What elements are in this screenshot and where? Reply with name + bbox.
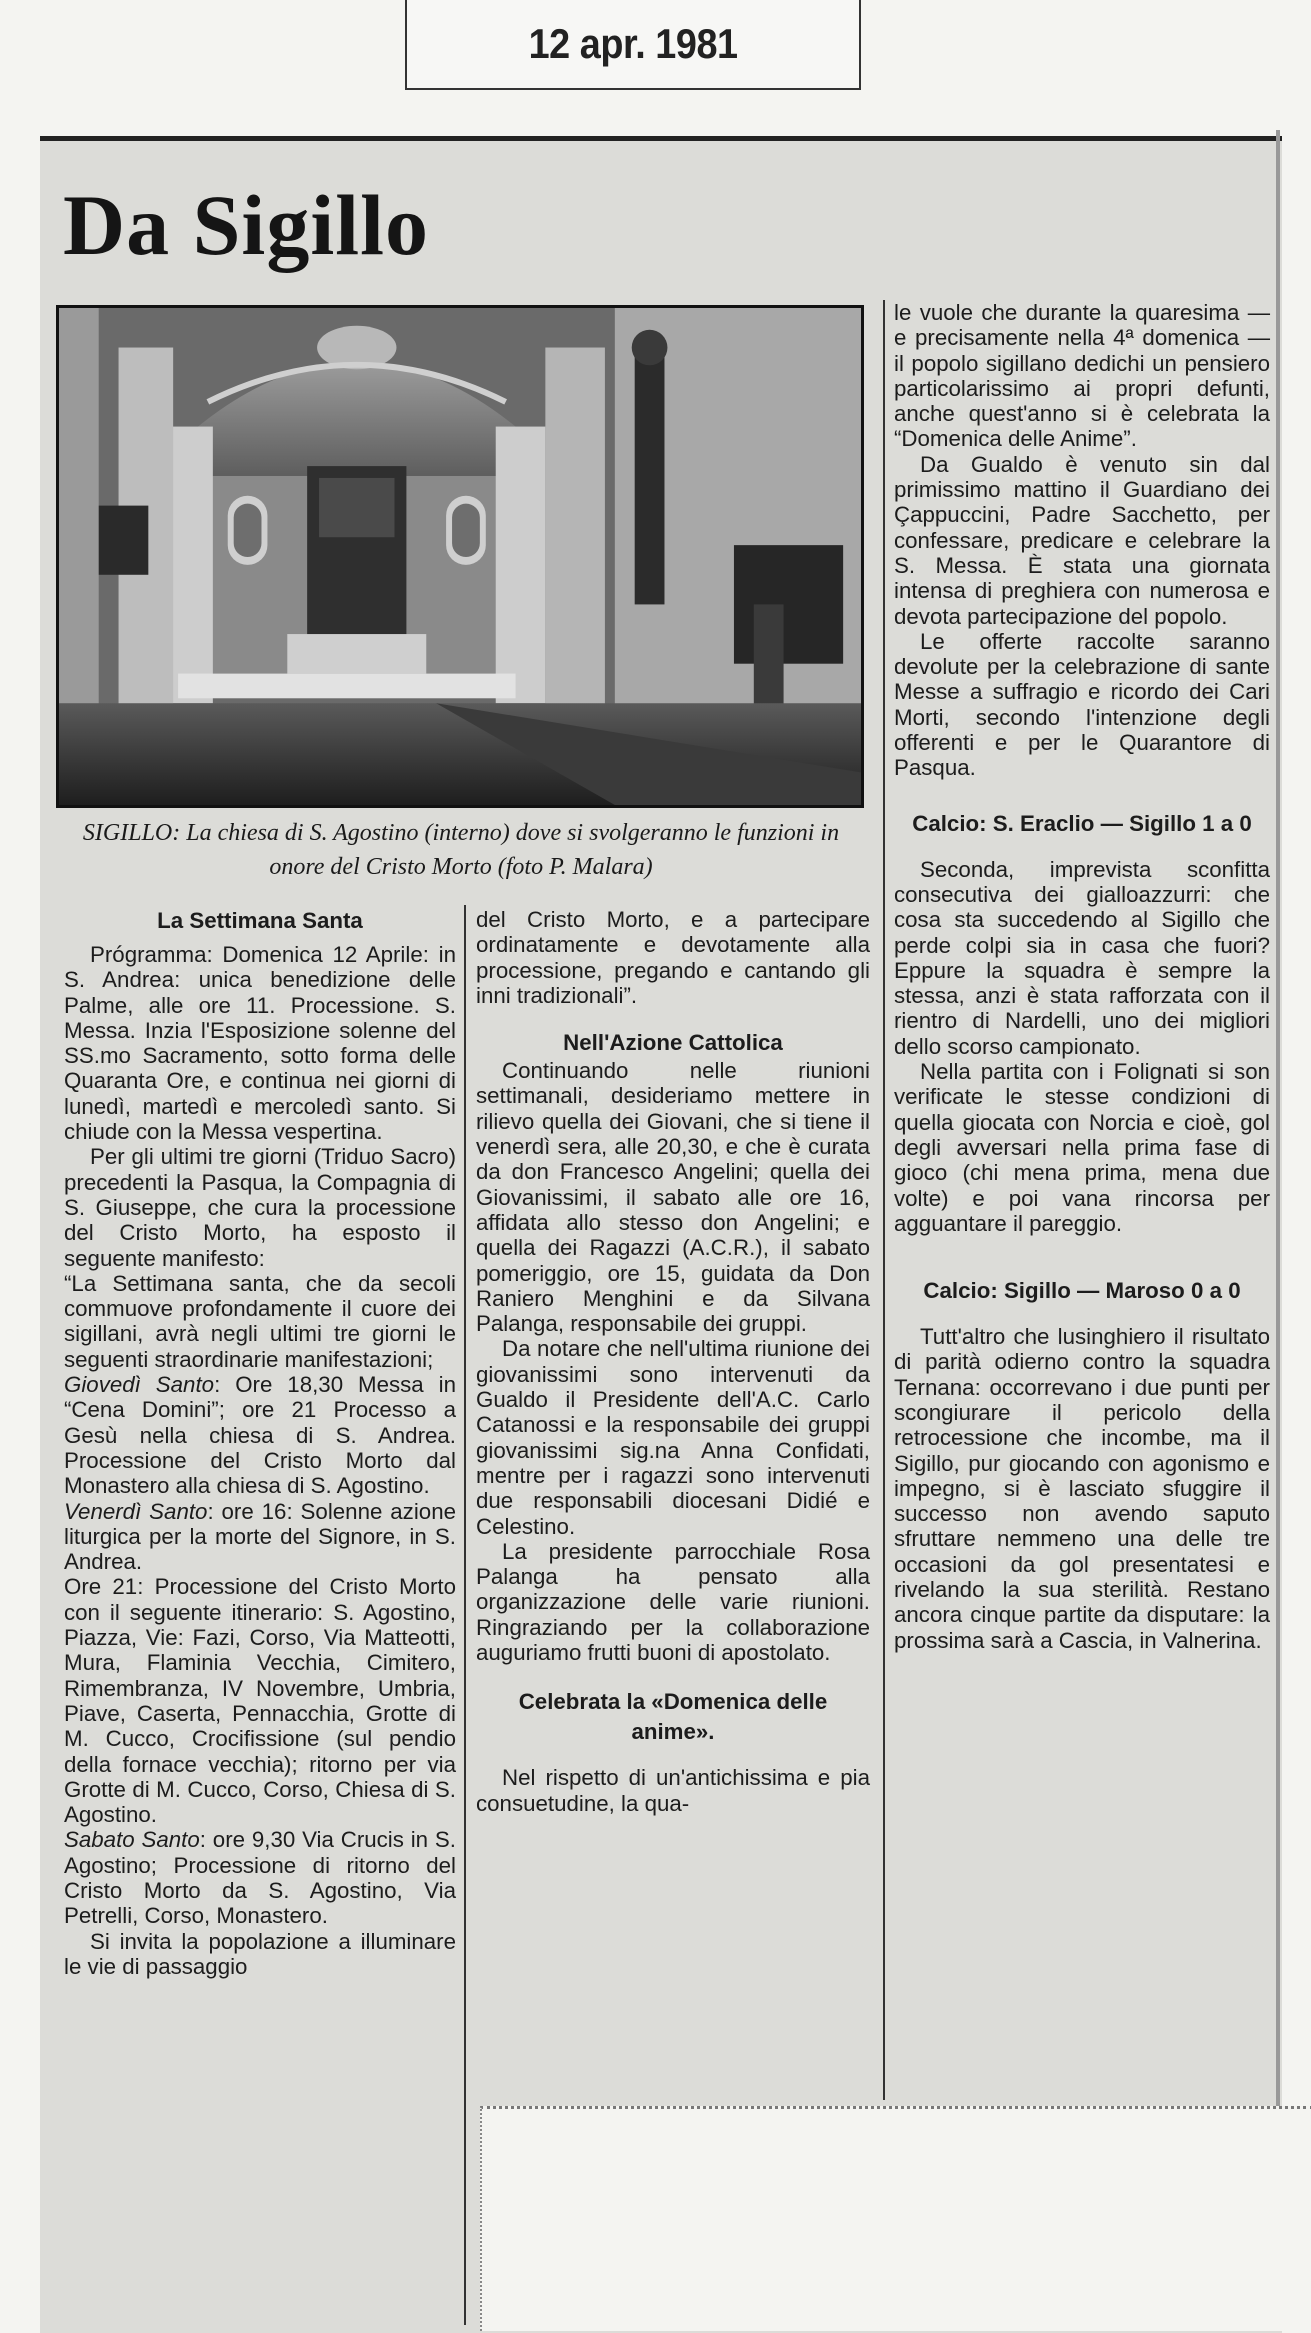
- paragraph: Continuando nelle riunioni settimanali, desideriamo mettere in rilievo quella dei Giovani, che si tiene il venerdì sera, alle 20,30, e che è curata da don Francesco Angelini; quella dei Giovanissimi, il sabato alle ore 16, affidata allo stesso don Angelini; e quella dei Ragazzi (A.C.R.), il sabato pomeriggio, ore 15, guidata da Don Raniero Menghini e da Silvana Palanga, responsabile dei gruppi.: [476, 1058, 870, 1337]
- date-stamp: [405, 0, 861, 90]
- date-text: 12 apr. 1981: [528, 20, 738, 67]
- day-label: Giovedì Santo: [64, 1372, 215, 1398]
- column-rule-1: [464, 905, 466, 2325]
- day-label: Sabato Santo: [64, 1827, 200, 1853]
- day-text: : Ore 18,30 Messa in “Cena Domini”; ore 21 Processo a Gesù nella chiesa di S. Andrea. Processione del Cristo Morto dal Monastero alla chiesa di S. Agostino.: [64, 1372, 457, 1499]
- paragraph: La presidente parrocchiale Rosa Palanga ha pensato alla organizzazione delle varie riunioni. Ringraziando per la collaborazione auguriamo frutti buoni di apostolato.: [476, 1538, 870, 1666]
- photo-caption: SIGILLO: La chiesa di S. Agostino (interno) dove si svolgeranno le funzioni in onore del Cristo Morto (foto P. Malara): [82, 820, 840, 880]
- section-title-settimana-santa: La Settimana Santa: [157, 908, 363, 933]
- section-title-azione-cattolica: Nell'Azione Cattolica: [563, 1030, 783, 1056]
- clipping-edge: [1276, 130, 1280, 2106]
- column-rule-2: [883, 300, 885, 2100]
- paragraph: Seconda, imprevista sconfitta consecutiva dei gialloazzurri: che cosa sta succedendo al Sigillo che perde colpi sia in casa che fuori? Eppure la squadra è sempre la stessa, anzi è stata rafforzata con il rientro di Nardelli, uno dei migliori dello scorso campionato.: [894, 856, 1270, 1059]
- column-3: [894, 300, 1270, 1653]
- paragraph: Per gli ultimi tre giorni (Triduo Sacro) precedenti la Pasqua, la Compagnia di S. Giuseppe, che cura la processione del Cristo Morto, ha esposto il seguente manifesto:: [64, 1144, 456, 1271]
- paragraph: “La Settimana santa, che da secoli commuove profondamente il cuore dei sigillani, avrà negli ultimi tre giorni le seguenti straordinarie manifestazioni;: [64, 1270, 456, 1372]
- paragraph-sabato: [64, 1827, 456, 1928]
- paragraph: del Cristo Morto, e a partecipare ordinatamente e devotamente alla processione, pregando e cantando gli inni tradizionali”.: [476, 907, 870, 1008]
- headline: Da Sigillo: [63, 177, 430, 273]
- paragraph: Da notare che nell'ultima riunione dei giovanissimi sono intervenuti da Gualdo il Presidente dell'A.C. Carlo Catanossi e la responsabile dei gruppi giovanissimi sig.na Anna Confidati, mentre per i ragazzi sono intervenuti due responsabili diocesani Didié e Celestino.: [476, 1336, 870, 1539]
- section-title-calcio-eraclio: Calcio: S. Eraclio — Sigillo 1 a 0: [912, 810, 1252, 836]
- paragraph: Si invita la popolazione a illuminare le vie di passaggio: [64, 1928, 456, 1979]
- paragraph: Nella partita con i Folignati si son verificate le stesse condizioni di quella giocata con Norcia e cioè, gol degli avversari nella prima fase di gioco (chi mena prima, mena due volte) e poi vana rincorsa per agguantare il pareggio.: [894, 1059, 1270, 1236]
- paragraph-venerdi: [64, 1499, 456, 1575]
- section-title-calcio-maroso: Calcio: Sigillo — Maroso 0 a 0: [923, 1278, 1241, 1304]
- day-text: : ore 16: Solenne azione liturgica per la morte del Signore, in S. Andrea.: [64, 1498, 456, 1575]
- paragraph: Ore 21: Processione del Cristo Morto con il seguente itinerario: S. Agostino, Piazza, Vie: Fazi, Corso, Via Matteotti, Mura, Flaminia Vecchia, Cimitero, Rimembranza, IV Novembre, Umbria, Piave, Caserta, Pennacchia, Grotte di M. Cucco, Crocifissione (sul pendio della fornace vecchia); ritorno per via Grotte di M. Cucco, Corso, Chiesa di S. Agostino.: [64, 1574, 456, 1828]
- paragraph: le vuole che durante la quaresima — e precisamente nella 4ª domenica — il popolo sigillano dedichi un pensiero particolarissimo ai propri defunti, anche quest'anno si è celebrata la “Domenica delle Anime”.: [894, 300, 1270, 452]
- photo-illustration: [59, 308, 861, 805]
- paragraph-giovedi: [64, 1372, 456, 1498]
- church-interior-photo: [56, 305, 864, 808]
- paragraph: Nel rispetto di un'antichissima e pia consuetudine, la qua-: [476, 1765, 870, 1816]
- paragraph: Tutt'altro che lusinghiero il risultato di parità odierno contro la squadra Ternana: occorrevano i due punti per scongiurare il pericolo della retrocessione che incombe, ma il Sigillo, pur giocando con agonismo e impegno, si è lasciato sfuggire il successo non avendo saputo sfruttare nemmeno una delle tre occasioni da gol presentatesi e rivelando la sua sterilità. Restano ancora cinque partite da disputare: la prossima sarà a Cascia, in Valnerina.: [894, 1324, 1270, 1653]
- section-title-domenica-anime: Celebrata la «Domenica delle anime».: [518, 1689, 828, 1745]
- blank-paper-area: [480, 2106, 1311, 2331]
- day-text: : ore 9,30 Via Crucis in S. Agostino; Processione di ritorno del Cristo Morto da S. Agostino, Via Petrelli, Corso, Monastero.: [64, 1827, 456, 1929]
- paragraph: Da Gualdo è venuto sin dal primissimo mattino il Guardiano dei Çappuccini, Padre Sacchetto, per confessare, predicare e celebrare la S. Messa. È stata una giornata intensa di preghiera con numerosa e devota partecipazione del popolo.: [894, 451, 1270, 629]
- paragraph: Le offerte raccolte saranno devolute per la celebrazione di sante Messe a suffragio e ricordo dei Cari Morti, secondo l'intenzione degli offerenti e per le Quarantore di Pasqua.: [894, 628, 1270, 781]
- paragraph: Prógramma: Domenica 12 Aprile: in S. Andrea: unica benedizione delle Palme, alle ore 11. Processione. S. Messa. Inzia l'Esposizione solenne del SS.mo Sacramento, sotto forma delle Quaranta Ore, e continua nei giorni di lunedì, martedì e mercoledì santo. Si chiude con la Messa vespertina.: [64, 942, 456, 1145]
- column-2: [476, 907, 870, 1816]
- day-label: Venerdì Santo: [64, 1498, 208, 1524]
- column-1: [64, 906, 456, 1979]
